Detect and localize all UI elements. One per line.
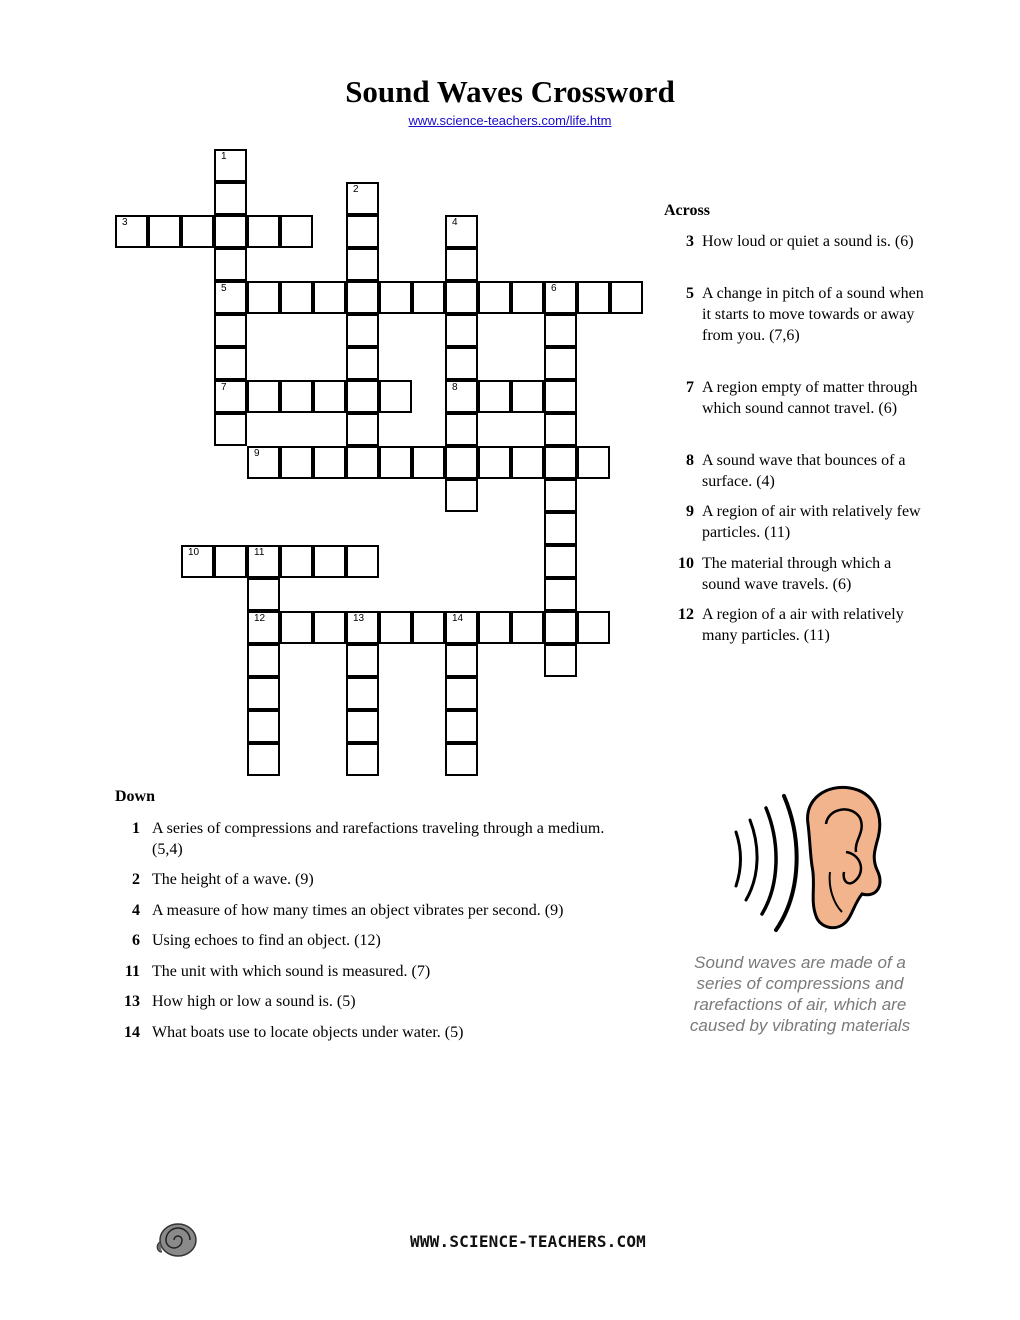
crossword-cell[interactable]	[346, 743, 379, 776]
clue-number: 13	[124, 993, 140, 1010]
crossword-cell[interactable]	[346, 248, 379, 281]
crossword-cell[interactable]	[346, 446, 379, 479]
crossword-cell[interactable]	[544, 512, 577, 545]
crossword-cell[interactable]	[445, 413, 478, 446]
crossword-cell[interactable]	[346, 314, 379, 347]
across-heading: Across	[664, 202, 710, 219]
crossword-cell[interactable]	[445, 644, 478, 677]
clue-text: The height of a wave. (9)	[152, 871, 314, 888]
cell-number: 12	[254, 613, 266, 624]
crossword-cell[interactable]	[247, 281, 280, 314]
crossword-cell[interactable]	[511, 446, 544, 479]
clue-number: 11	[124, 963, 140, 980]
crossword-cell[interactable]	[247, 578, 280, 611]
crossword-cell[interactable]	[346, 710, 379, 743]
crossword-cell[interactable]	[379, 446, 412, 479]
crossword-cell[interactable]	[412, 446, 445, 479]
crossword-cell[interactable]	[280, 611, 313, 644]
crossword-cell[interactable]	[544, 611, 577, 644]
crossword-cell[interactable]	[214, 347, 247, 380]
crossword-cell[interactable]	[577, 281, 610, 314]
crossword-cell[interactable]	[280, 446, 313, 479]
crossword-cell[interactable]	[445, 446, 478, 479]
crossword-cell[interactable]	[346, 545, 379, 578]
crossword-cell[interactable]	[214, 314, 247, 347]
crossword-cell[interactable]	[544, 281, 577, 314]
crossword-cell[interactable]	[478, 281, 511, 314]
crossword-cell[interactable]	[445, 380, 478, 413]
clue-number: 3	[686, 233, 694, 250]
crossword-cell[interactable]	[478, 611, 511, 644]
clue-number: 4	[132, 902, 140, 919]
crossword-cell[interactable]	[445, 281, 478, 314]
crossword-cell[interactable]	[544, 479, 577, 512]
clue-number: 2	[132, 871, 140, 888]
crossword-cell[interactable]	[313, 545, 346, 578]
crossword-cell[interactable]	[247, 743, 280, 776]
clue-text: A change in pitch of a sound when it starts to move towards or away from you. (7,6)	[702, 285, 924, 344]
clue-text: Using echoes to find an object. (12)	[152, 932, 381, 949]
crossword-cell[interactable]	[214, 545, 247, 578]
clue-number: 8	[686, 452, 694, 469]
crossword-cell[interactable]	[412, 611, 445, 644]
crossword-cell[interactable]	[280, 545, 313, 578]
clue-text: How loud or quiet a sound is. (6)	[702, 233, 914, 250]
crossword-cell[interactable]	[544, 578, 577, 611]
crossword-cell[interactable]	[346, 644, 379, 677]
clue-number: 9	[686, 503, 694, 520]
crossword-cell[interactable]	[214, 248, 247, 281]
clue-text: A measure of how many times an object vibrates per second. (9)	[152, 902, 564, 919]
clue-text: What boats use to locate objects under water. (5)	[152, 1024, 464, 1041]
clue-text: A sound wave that bounces of a surface. (4)	[702, 452, 906, 490]
crossword-cell[interactable]	[247, 215, 280, 248]
crossword-cell[interactable]	[544, 413, 577, 446]
clue-text: How high or low a sound is. (5)	[152, 993, 356, 1010]
cell-number: 9	[254, 448, 260, 459]
clue-text: A region of a air with relatively many particles. (11)	[702, 606, 904, 644]
crossword-cell[interactable]	[511, 611, 544, 644]
clue-text: A region of air with relatively few particles. (11)	[702, 503, 921, 541]
crossword-cell[interactable]	[577, 446, 610, 479]
crossword-cell[interactable]	[346, 182, 379, 215]
crossword-cell[interactable]	[445, 677, 478, 710]
crossword-cell[interactable]	[247, 446, 280, 479]
crossword-cell[interactable]	[247, 644, 280, 677]
site-link[interactable]: www.science-teachers.com/life.htm	[408, 113, 612, 128]
cell-number: 10	[188, 547, 200, 558]
crossword-cell[interactable]	[313, 611, 346, 644]
cell-number: 11	[254, 547, 265, 558]
crossword-cell[interactable]	[379, 611, 412, 644]
crossword-cell[interactable]	[544, 314, 577, 347]
cell-number: 6	[551, 283, 557, 294]
crossword-cell[interactable]	[280, 281, 313, 314]
cell-number: 5	[221, 283, 227, 294]
crossword-cell[interactable]	[280, 215, 313, 248]
clue-number: 6	[132, 932, 140, 949]
crossword-cell[interactable]	[445, 248, 478, 281]
crossword-cell[interactable]	[313, 446, 346, 479]
crossword-cell[interactable]	[544, 545, 577, 578]
cell-number: 1	[221, 151, 227, 162]
crossword-cell[interactable]	[544, 347, 577, 380]
crossword-cell[interactable]	[544, 380, 577, 413]
crossword-cell[interactable]	[214, 380, 247, 413]
crossword-cell[interactable]	[610, 281, 643, 314]
crossword-cell[interactable]	[346, 281, 379, 314]
crossword-cell[interactable]	[247, 380, 280, 413]
crossword-cell[interactable]	[412, 281, 445, 314]
crossword-cell[interactable]	[346, 611, 379, 644]
page-title: Sound Waves Crossword	[345, 74, 675, 109]
crossword-cell[interactable]	[181, 545, 214, 578]
crossword-cell[interactable]	[379, 281, 412, 314]
crossword-cell[interactable]	[511, 281, 544, 314]
crossword-cell[interactable]	[346, 413, 379, 446]
crossword-cell[interactable]	[214, 413, 247, 446]
crossword-cell[interactable]	[148, 215, 181, 248]
cell-number: 3	[122, 217, 128, 228]
crossword-cell[interactable]	[445, 710, 478, 743]
cell-number: 14	[452, 613, 464, 624]
clue-number: 7	[686, 379, 694, 396]
cell-number: 13	[353, 613, 365, 624]
crossword-cell[interactable]	[445, 314, 478, 347]
clue-number: 14	[124, 1024, 140, 1041]
cell-number: 4	[452, 217, 458, 228]
crossword-cell[interactable]	[181, 215, 214, 248]
crossword-cell[interactable]	[445, 743, 478, 776]
crossword-cell[interactable]	[478, 380, 511, 413]
crossword-cell[interactable]	[247, 677, 280, 710]
clue-number: 5	[686, 285, 694, 302]
crossword-cell[interactable]	[313, 281, 346, 314]
crossword-cell[interactable]	[445, 347, 478, 380]
crossword-cell[interactable]	[346, 677, 379, 710]
down-heading: Down	[115, 788, 156, 805]
crossword-cell[interactable]	[445, 215, 478, 248]
crossword-cell[interactable]	[346, 380, 379, 413]
crossword-cell[interactable]	[115, 215, 148, 248]
crossword-cell[interactable]	[214, 182, 247, 215]
crossword-cell[interactable]	[577, 611, 610, 644]
crossword-cell[interactable]	[214, 281, 247, 314]
footer-logo-text: WWW.SCIENCE-TEACHERS.COM	[410, 1232, 646, 1251]
crossword-cell[interactable]	[247, 611, 280, 644]
crossword-cell[interactable]	[544, 644, 577, 677]
crossword-cell[interactable]	[445, 611, 478, 644]
clue-text: The unit with which sound is measured. (7)	[152, 963, 431, 980]
clue-text: The material through which a sound wave travels. (6)	[702, 555, 892, 593]
crossword-cell[interactable]	[214, 215, 247, 248]
ammonite-shell-icon	[154, 1222, 198, 1258]
crossword-cell[interactable]	[280, 380, 313, 413]
crossword-cell[interactable]	[478, 446, 511, 479]
crossword-cell[interactable]	[346, 215, 379, 248]
crossword-cell[interactable]	[379, 380, 412, 413]
cell-number: 2	[353, 184, 359, 195]
cell-number: 8	[452, 382, 458, 393]
clue-number: 1	[132, 820, 140, 837]
crossword-cell[interactable]	[313, 380, 346, 413]
crossword-cell[interactable]	[247, 545, 280, 578]
crossword-cell[interactable]	[247, 710, 280, 743]
illustration-caption: Sound waves are made of a series of compressions and rarefactions of air, which are caused by vibrating materials	[689, 953, 911, 1035]
clue-number: 10	[678, 555, 694, 572]
clue-number: 12	[678, 606, 694, 623]
cell-number: 7	[221, 382, 227, 393]
ear-with-sound-waves-icon	[706, 780, 898, 942]
crossword-cell[interactable]	[346, 347, 379, 380]
crossword-cell[interactable]	[544, 446, 577, 479]
clue-text: A region empty of matter through which sound cannot travel. (6)	[702, 379, 918, 417]
crossword-cell[interactable]	[511, 380, 544, 413]
crossword-cell[interactable]	[214, 149, 247, 182]
crossword-cell[interactable]	[445, 479, 478, 512]
clue-text: A series of compressions and rarefactions traveling through a medium. (5,4)	[152, 820, 605, 858]
